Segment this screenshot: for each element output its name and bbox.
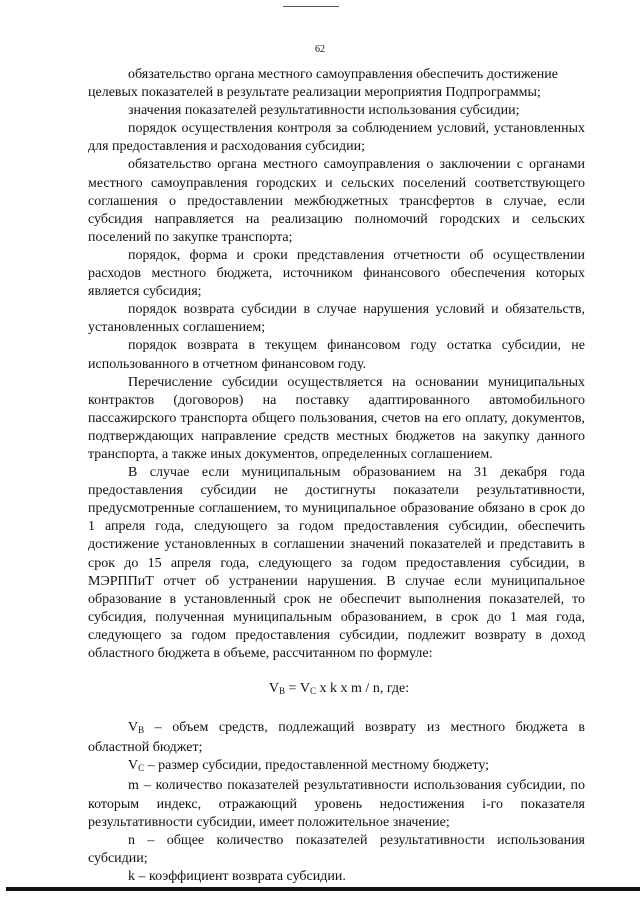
definition-text: – размер субсидии, предоставленной местному бюджету; [144, 758, 490, 774]
paragraph-6: порядок возврата субсидии в случае нарушения условий и обязательств, установленных соглашением; [88, 302, 585, 336]
paragraph-7: порядок возврата в текущем финансовом году остатка субсидии, не использованного в отчетном финансовом году. [88, 338, 585, 372]
bottom-scan-border [6, 887, 640, 891]
definition-symbol: V [128, 720, 139, 736]
definition-symbol: k [128, 868, 135, 884]
paragraph-1-continuation: целевых показателей в результате реализации мероприятия Подпрограммы; [88, 85, 541, 101]
formula [88, 680, 585, 700]
definition-m [88, 777, 585, 831]
definition-k [88, 868, 585, 886]
definition-text: – количество показателей результативности использования субсидии, по которым индекс, отражающий уровень недостижения i-го показателя результативности субсидии, имеет положительное значение; [88, 778, 585, 830]
formula-sub-b: В [279, 686, 286, 697]
paragraph-4: обязательство органа местного самоуправления о заключении с органами местного самоуправления городских и сельских поселений соответствующего соглашения о предоставлении межбюджетных трансфертов в случае, если субсидия направляется на реализацию полномочий городских и сельских поселений по закупке транспорта; [88, 157, 585, 245]
top-scan-mark [283, 6, 339, 7]
paragraph-2: значения показателей результативности использования субсидии; [128, 103, 520, 119]
page-number: 62 [315, 44, 325, 55]
definition-subscript: С [138, 763, 145, 774]
definition-text: – общее количество показателей результативности использования субсидии; [88, 832, 585, 866]
paragraph-3: порядок осуществления контроля за соблюдением условий, установленных для предоставления и расходования субсидии; [88, 121, 585, 155]
formula-eq: = V [285, 681, 311, 697]
paragraph-8: Перечисление субсидии осуществляется на основании муниципальных контрактов (договоров) на поставку адаптированного автомобильного пассажирского транспорта общего пользования, счетов на его оплату, документов, подтверждающих направление средств местных бюджетов на закупку данного транспорта, а также иных документов, определенных соглашением. [88, 374, 585, 462]
document-body [88, 66, 585, 886]
paragraph-1: обязательство органа местного самоуправления обеспечить достижение [128, 67, 558, 82]
definition-vb [88, 719, 585, 757]
definition-n [88, 832, 585, 868]
paragraph-9: В случае если муниципальным образованием на 31 декабря года предоставления субсидии не достигнуты показатели результативности, предусмотренные соглашением, то муниципальное образование обязано в срок до 1 апреля года, следующего за годом предоставления субсидии, обеспечить достижение установленных в соглашении значений показателей и представить в срок до 15 апреля года, следующего за годом предоставления субсидии, в МЭРППиТ отчет об устранении нарушения. В случае если муниципальное образование в установленный срок не обеспечит выполнения показателей, то субсидия, полученная муниципальным образованием, в срок до 1 мая года, следующего за годом предоставления субсидии, подлежит возврату в доход областного бюджета в объеме, рассчитанном по формуле: [88, 465, 585, 661]
definition-symbol: V [128, 758, 139, 774]
definition-symbol: m [128, 778, 139, 794]
definition-symbol: n [128, 832, 135, 848]
paragraph-5: порядок, форма и сроки представления отчетности об осуществлении расходов местного бюджета, источником финансового обеспечения которых является субсидия; [88, 247, 585, 300]
formula-v: V [268, 681, 279, 697]
formula-rest: x k x m / n, где: [316, 681, 410, 697]
formula-sub-c: С [310, 686, 317, 697]
definition-vc [88, 757, 585, 777]
definition-text: – коэффициент возврата субсидии. [135, 868, 346, 884]
definition-text: – объем средств, подлежащий возврату из местного бюджета в областной бюджет; [88, 720, 585, 756]
definition-subscript: В [138, 725, 145, 736]
